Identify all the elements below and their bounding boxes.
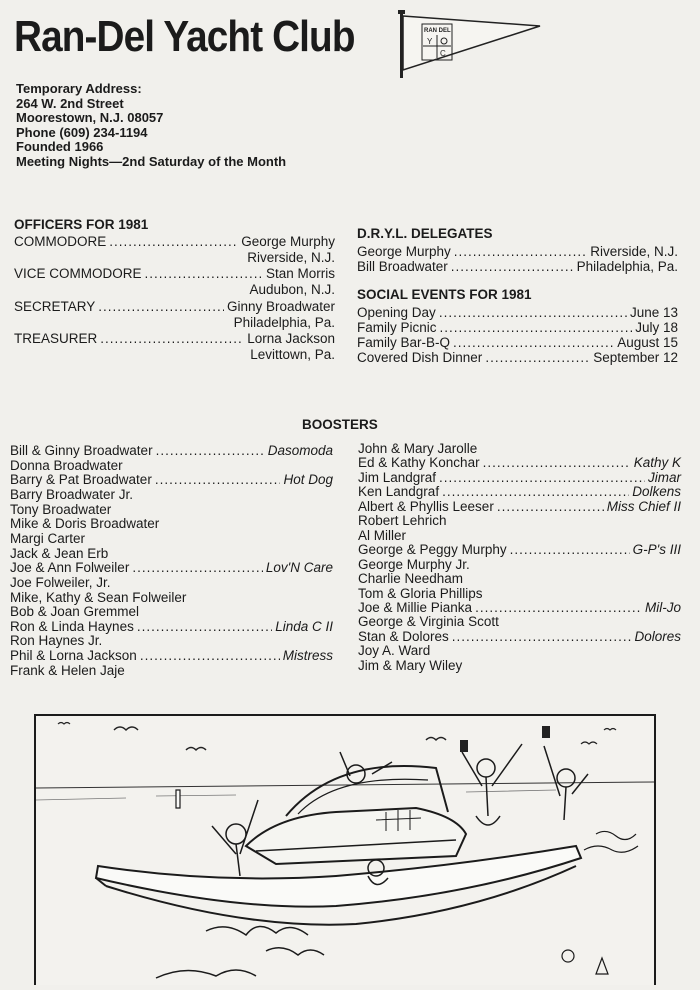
officer-location: Audubon, N.J. <box>249 282 335 297</box>
officer-location: Riverside, N.J. <box>247 250 335 265</box>
delegate-location: Philadelphia, Pa. <box>576 259 678 274</box>
booster-name: Ron Haynes Jr. <box>10 633 103 649</box>
leader-dots <box>475 600 642 615</box>
booster-row <box>10 663 125 678</box>
booster-name: Frank & Helen Jaje <box>10 662 125 678</box>
booster-name: Barry Broadwater Jr. <box>10 486 134 502</box>
boat-name: Linda C II <box>275 618 333 634</box>
booster-name: Ed & Kathy Konchar <box>358 455 480 471</box>
booster-name: John & Mary Jarolle <box>358 441 478 456</box>
officer-row <box>14 266 335 282</box>
event-name: Family Bar-B-Q <box>357 335 451 350</box>
booster-row <box>10 502 111 517</box>
leader-dots <box>452 629 632 644</box>
booster-name: Barry & Pat Broadwater <box>10 472 152 488</box>
booster-row <box>358 441 477 456</box>
officer-name: Stan Morris <box>265 266 335 281</box>
delegate-row <box>357 259 678 275</box>
page-title: Ran-Del Yacht Club <box>14 12 355 61</box>
event-row <box>357 320 678 336</box>
booster-name: Ron & Linda Haynes <box>10 618 134 634</box>
booster-row <box>10 443 333 459</box>
booster-name: Donna Broadwater <box>10 457 123 473</box>
booster-name: Bob & Joan Gremmel <box>10 604 140 620</box>
booster-name: Joe Folweiler, Jr. <box>10 574 111 590</box>
booster-name: Jim & Mary Wiley <box>358 657 463 673</box>
booster-row <box>358 643 430 658</box>
booster-name: Phil & Lorna Jackson <box>10 648 137 664</box>
event-date: August 15 <box>617 335 678 350</box>
leader-dots <box>483 455 631 470</box>
leader-dots <box>510 542 630 557</box>
booster-row <box>10 458 123 473</box>
club-address-block <box>16 82 286 170</box>
booster-name: Mike, Kathy & Sean Folweiler <box>10 589 187 605</box>
officer-role: COMMODORE <box>14 234 107 249</box>
booster-name: Jack & Jean Erb <box>10 545 109 561</box>
pennant-text-y: Y <box>427 37 433 46</box>
boat-name: Hot Dog <box>283 472 333 488</box>
boosters-heading: BOOSTERS <box>302 417 378 432</box>
pennant-text-top: RAN DEL <box>424 28 451 34</box>
booster-name: Mike & Doris Broadwater <box>10 516 160 532</box>
booster-name: George Murphy Jr. <box>358 556 470 572</box>
boat-name: Dolores <box>634 628 681 644</box>
officer-role: TREASURER <box>14 331 98 346</box>
booster-row <box>358 557 470 572</box>
booster-row <box>358 571 463 586</box>
booster-name: Charlie Needham <box>358 571 464 587</box>
delegate-location: Riverside, N.J. <box>590 244 678 259</box>
officer-name: George Murphy <box>241 234 335 249</box>
officers-heading: OFFICERS FOR 1981 <box>14 217 149 232</box>
pennant-text-c: C <box>440 49 446 58</box>
booster-row <box>10 516 159 531</box>
booster-name: Ken Landgraf <box>358 484 440 500</box>
officer-location: Philadelphia, Pa. <box>233 315 335 330</box>
booster-row <box>10 546 108 561</box>
booster-row <box>10 604 139 619</box>
event-row <box>357 350 678 366</box>
event-name: Family Picnic <box>357 320 437 335</box>
officer-row <box>14 234 335 250</box>
address-line: Moorestown, N.J. 08057 <box>16 110 164 126</box>
officer-row <box>14 331 335 347</box>
delegate-name: Bill Broadwater <box>357 259 448 274</box>
booster-row <box>10 619 333 635</box>
booster-name: Stan & Dolores <box>358 628 449 644</box>
booster-name: Al Miller <box>358 527 407 543</box>
event-date: June 13 <box>629 305 678 320</box>
booster-row <box>358 513 447 528</box>
booster-row <box>10 560 333 576</box>
delegate-name: George Murphy <box>357 244 451 259</box>
social-events-heading: SOCIAL EVENTS FOR 1981 <box>357 287 532 302</box>
leader-dots <box>442 484 629 499</box>
booster-row <box>358 586 483 601</box>
booster-row <box>10 633 102 648</box>
address-line: Founded 1966 <box>16 139 104 155</box>
boat-name: Dolkens <box>632 484 681 500</box>
address-line: Phone (609) 234-1194 <box>16 124 148 140</box>
event-date: September 12 <box>593 350 678 365</box>
boat-name: Kathy K <box>633 455 681 471</box>
leader-dots <box>155 472 281 487</box>
booster-name: Joe & Ann Folweiler <box>10 560 130 576</box>
boat-name: G-P's III <box>632 542 681 558</box>
booster-name: Joy A. Ward <box>358 643 431 659</box>
boat-name: Mil-Jo <box>645 599 681 615</box>
officer-location: Levittown, Pa. <box>250 347 335 362</box>
boat-name: Mistress <box>282 648 333 664</box>
officer-name: Lorna Jackson <box>247 331 335 346</box>
address-line: Temporary Address: <box>16 81 142 96</box>
booster-row <box>10 648 333 664</box>
booster-row <box>10 575 111 590</box>
delegates-heading: D.R.Y.L. DELEGATES <box>357 226 493 241</box>
booster-name: Joe & Millie Pianka <box>358 599 473 615</box>
booster-row <box>10 590 186 605</box>
booster-row <box>10 487 133 502</box>
address-line: 264 W. 2nd Street <box>16 95 124 111</box>
officer-role: VICE COMMODORE <box>14 266 142 281</box>
address-line: Meeting Nights—2nd Saturday of the Month <box>16 153 287 169</box>
boat-party-illustration <box>34 714 656 985</box>
booster-row <box>10 472 333 488</box>
officer-row <box>14 299 335 315</box>
boat-name: Jimar <box>648 469 681 485</box>
booster-name: Bill & Ginny Broadwater <box>10 443 153 458</box>
delegate-row <box>357 244 678 260</box>
booster-row <box>10 531 85 546</box>
leader-dots <box>439 470 645 485</box>
club-pennant-logo <box>392 8 542 80</box>
boat-cartoon-drawing <box>36 716 654 985</box>
event-row <box>357 305 678 321</box>
event-name: Opening Day <box>357 305 436 320</box>
leader-dots <box>132 560 263 575</box>
booster-row <box>358 528 406 543</box>
booster-name: George & Virginia Scott <box>358 614 499 630</box>
leader-dots <box>156 443 265 458</box>
booster-name: Robert Lehrich <box>358 513 447 529</box>
officer-role: SECRETARY <box>14 299 96 314</box>
event-row <box>357 335 678 351</box>
booster-name: Tom & Gloria Phillips <box>358 585 483 601</box>
leader-dots <box>497 499 604 514</box>
event-name: Covered Dish Dinner <box>357 350 483 365</box>
leader-dots <box>137 619 272 634</box>
boat-name: Miss Chief II <box>606 498 681 514</box>
booster-row <box>358 658 462 673</box>
booster-name: Albert & Phyllis Leeser <box>358 498 494 514</box>
booster-name: Jim Landgraf <box>358 469 437 485</box>
booster-name: George & Peggy Murphy <box>358 542 507 558</box>
booster-row <box>358 614 499 629</box>
booster-name: Tony Broadwater <box>10 501 112 517</box>
officer-name: Ginny Broadwater <box>226 299 335 314</box>
booster-name: Margi Carter <box>10 530 86 546</box>
boat-name: Dasomoda <box>267 443 333 458</box>
event-date: July 18 <box>635 320 678 335</box>
boat-name: Lov'N Care <box>265 560 333 576</box>
leader-dots <box>140 648 280 663</box>
